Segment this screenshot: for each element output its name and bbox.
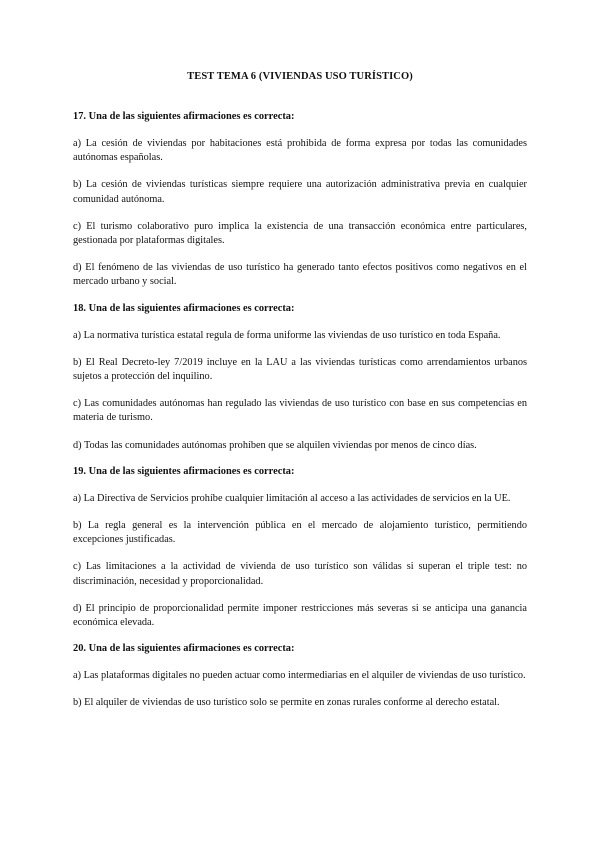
option-a: a) La normativa turística estatal regula de forma uniforme las viviendas de uso turístico en toda España. bbox=[73, 329, 501, 341]
option-b: b) La cesión de viviendas turísticas siempre requiere una autorización administrativa previa en cualquier comunidad autónoma. bbox=[73, 179, 527, 205]
option-d: d) Todas las comunidades autónomas prohíben que se alquilen viviendas por menos de cinco días. bbox=[73, 439, 477, 451]
question-19 bbox=[73, 466, 527, 630]
option-b: b) El alquiler de viviendas de uso turístico solo se permite en zonas rurales conforme al derecho estatal. bbox=[73, 697, 500, 709]
option-a: a) Las plataformas digitales no pueden actuar como intermediarias en el alquiler de viviendas de uso turístico. bbox=[73, 670, 526, 682]
option-b: b) La regla general es la intervención pública en el mercado de alojamiento turístico, permitiendo excepciones justificadas. bbox=[73, 520, 527, 546]
option-d: d) El principio de proporcionalidad permite imponer restricciones más severas si se anticipa una ganancia económica elevada. bbox=[73, 602, 527, 629]
option-c: c) El turismo colaborativo puro implica la existencia de una transacción económica entre particulares, gestionada por plataformas digitales. bbox=[73, 220, 527, 247]
option-d: d) El fenómeno de las viviendas de uso turístico ha generado tanto efectos positivos como negativos en el mercado urbano y social. bbox=[73, 262, 527, 288]
question-18 bbox=[73, 303, 527, 453]
option-c: c) Las limitaciones a la actividad de vivienda de uso turístico son válidas si superan el triple test: no discriminación, necesidad y proporcionalidad. bbox=[73, 561, 527, 587]
question-title: 18. Una de las siguientes afirmaciones es correcta: bbox=[73, 302, 295, 314]
option-a: a) La Directiva de Servicios prohíbe cualquier limitación al acceso a las actividades de servicios en la UE. bbox=[73, 492, 511, 504]
question-title: 17. Una de las siguientes afirmaciones es correcta: bbox=[73, 111, 295, 122]
question-20 bbox=[73, 643, 527, 710]
option-a: a) La cesión de viviendas por habitaciones está prohibida de forma expresa por todas las comunidades autónomas españolas. bbox=[73, 138, 527, 164]
question-title: 20. Una de las siguientes afirmaciones es correcta: bbox=[73, 643, 295, 655]
option-c: c) Las comunidades autónomas han regulado las viviendas de uso turístico con base en sus competencias en materia de turismo. bbox=[73, 398, 527, 424]
document-title: TEST TEMA 6 (VIVIENDAS USO TURÍSTICO) bbox=[187, 71, 413, 82]
question-title: 19. Una de las siguientes afirmaciones es correcta: bbox=[73, 465, 295, 477]
option-b: b) El Real Decreto-ley 7/2019 incluye en la LAU a las viviendas turísticas como arrendamientos urbanos sujetos a protección del inquilino. bbox=[73, 356, 527, 383]
question-17 bbox=[73, 111, 527, 290]
